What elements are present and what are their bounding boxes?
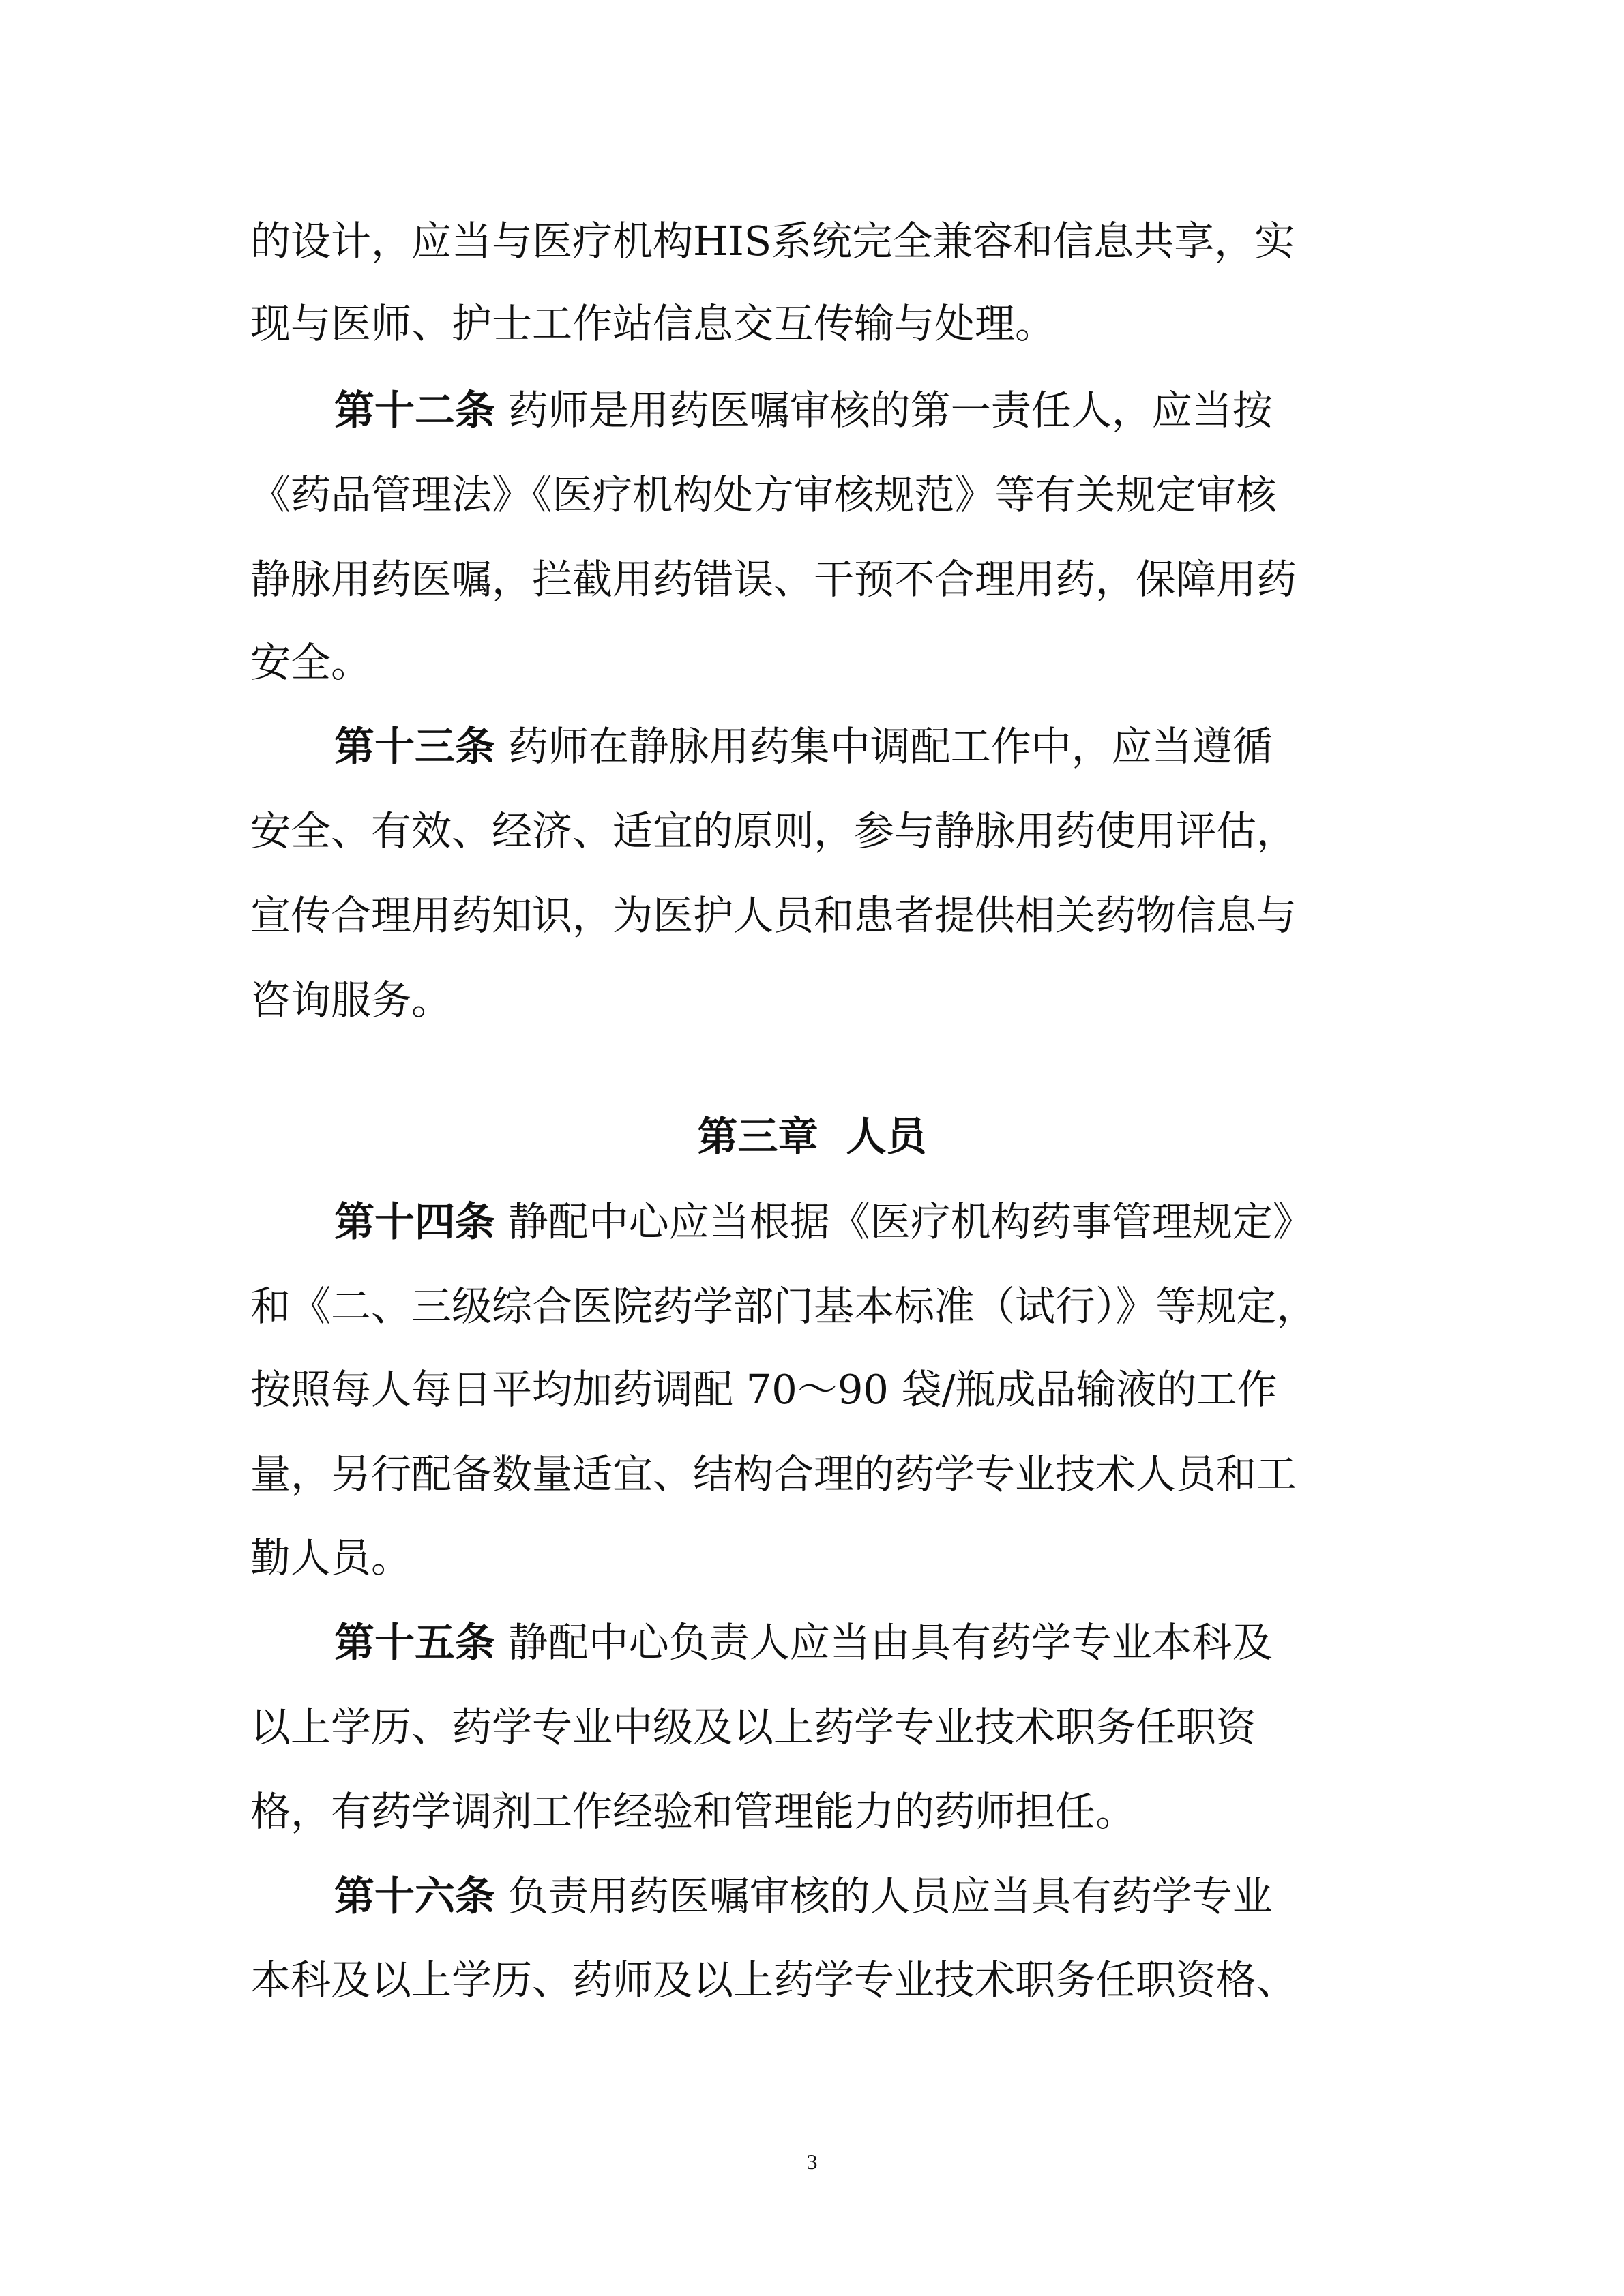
text-line: 按照每人每日平均加药调配 70～90 袋/瓶成品输液的工作: [250, 1366, 1278, 1413]
article-number: 第十三条: [334, 723, 496, 770]
chapter-title: 第三章 人员: [697, 1113, 927, 1160]
text-line: 《药品管理法》《医疗机构处方审核规范》等有关规定审核: [250, 471, 1277, 518]
article-13-first-line: [334, 718, 1273, 775]
text-line: 勤人员。: [250, 1534, 412, 1581]
text-line: 安全、有效、经济、适宜的原则，参与静脉用药使用评估，: [250, 807, 1297, 854]
page-number: 3: [806, 2149, 818, 2174]
text-line: 现与医师、护士工作站信息交互传输与处理。: [250, 300, 1056, 347]
text-line: 的设计，应当与医疗机构HIS系统完全兼容和信息共享，实: [250, 218, 1295, 265]
article-15-first-line: [334, 1614, 1273, 1671]
text-line: 宣传合理用药知识，为医护人员和患者提供相关药物信息与: [250, 892, 1297, 939]
text-line: 以上学历、药学专业中级及以上药学专业技术职务任职资: [250, 1703, 1257, 1750]
article-16-first-line: [334, 1868, 1273, 1925]
article-number: 第十二条: [334, 387, 496, 434]
article-number: 第十六条: [334, 1873, 496, 1920]
text-segment: 药师在静脉用药集中调配工作中，应当遵循: [495, 723, 1273, 770]
article-number: 第十四条: [334, 1198, 496, 1245]
article-number: 第十五条: [334, 1619, 496, 1666]
article-14-first-line: [334, 1193, 1313, 1251]
text-line: 量，另行配备数量适宜、结构合理的药学专业技术人员和工: [250, 1450, 1297, 1497]
text-line: 和《二、三级综合医院药学部门基本标准（试行）》等规定，: [250, 1283, 1317, 1330]
text-segment: 静配中心应当根据《医疗机构药事管理规定》: [495, 1198, 1313, 1245]
text-segment: 负责用药医嘱审核的人员应当具有药学专业: [495, 1873, 1273, 1920]
text-line: 咨询服务。: [250, 976, 452, 1024]
article-12-first-line: [334, 382, 1273, 439]
text-segment: 静配中心负责人应当由具有药学专业本科及: [495, 1619, 1273, 1666]
text-line: 本科及以上学历、药师及以上药学专业技术职务任职资格、: [250, 1956, 1297, 2003]
text-line: 安全。: [250, 639, 372, 686]
text-line: 静脉用药医嘱，拦截用药错误、干预不合理用药，保障用药: [250, 556, 1297, 603]
text-segment: 药师是用药医嘱审核的第一责任人，应当按: [495, 387, 1273, 434]
text-line: 格，有药学调剂工作经验和管理能力的药师担任。: [250, 1788, 1136, 1835]
